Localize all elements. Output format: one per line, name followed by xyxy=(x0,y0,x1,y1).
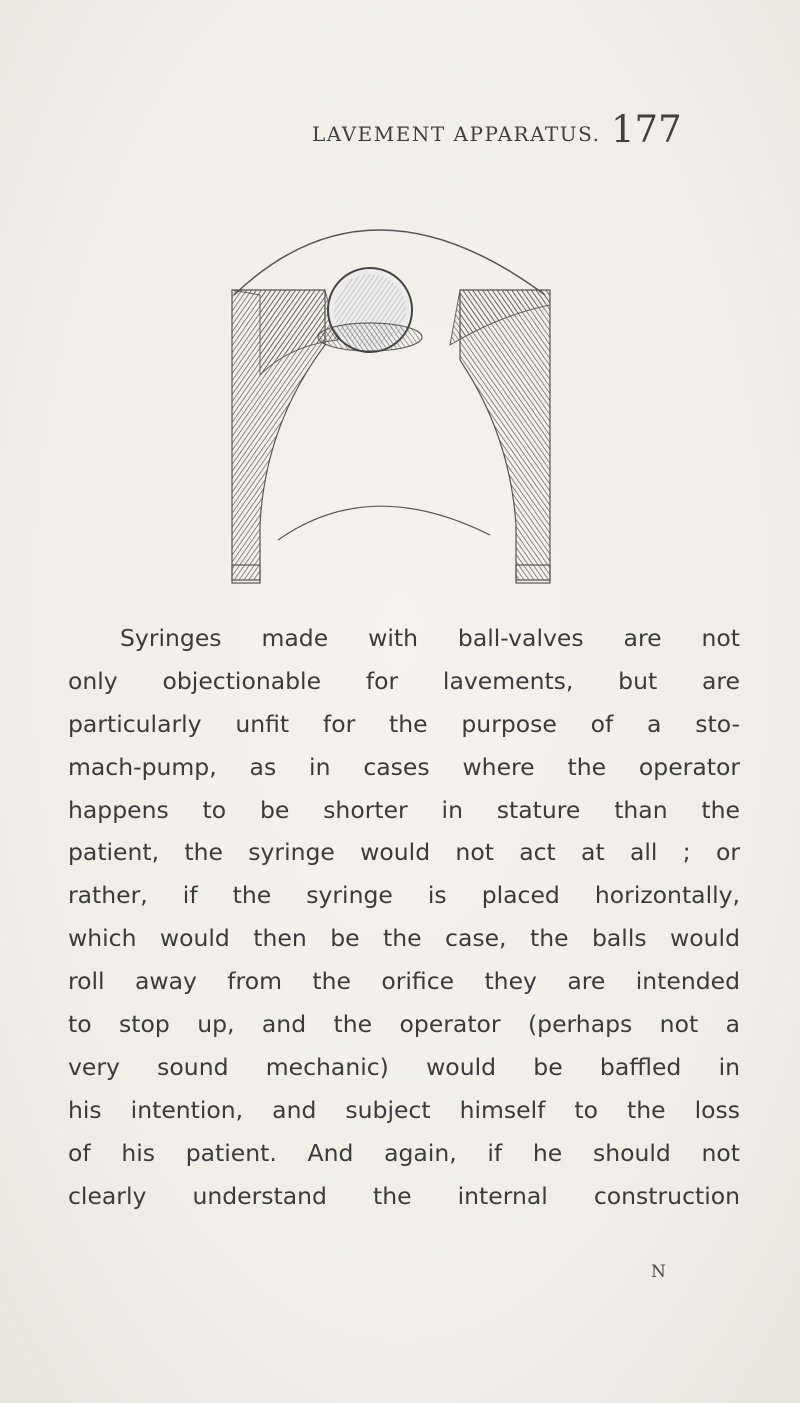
text-line: particularly unfit for the purpose of a sto- xyxy=(68,709,740,738)
text-line: patient, the syringe would not act at all ; or xyxy=(68,838,740,867)
valve-diagram-svg xyxy=(220,195,580,595)
inner-chamber-arc xyxy=(278,506,490,540)
signature-mark: N xyxy=(651,1262,666,1282)
right-wall xyxy=(460,290,550,580)
text-line: roll away from the orifice they are intended xyxy=(68,967,740,996)
text-line: happens to be shorter in stature than the xyxy=(68,795,740,824)
text-line: Syringes made with ball-valves are not xyxy=(120,624,740,652)
text-line: his intention, and subject himself to the loss xyxy=(68,1095,740,1124)
text-line: clearly understand the internal construction xyxy=(68,1181,740,1210)
ball-seat xyxy=(318,323,422,351)
syringe-valve-illustration xyxy=(220,195,580,595)
text-line: to stop up, and the operator (perhaps not a xyxy=(68,1010,740,1039)
body-paragraph xyxy=(68,617,740,1217)
text-line: of his patient. And again, if he should not xyxy=(68,1138,740,1167)
text-line: mach-pump, as in cases where the operator xyxy=(68,752,740,781)
running-title: LAVEMENT APPARATUS. xyxy=(312,122,601,146)
page-header xyxy=(0,108,800,158)
page-number: 177 xyxy=(611,108,682,151)
text-line: which would then be the case, the balls would xyxy=(68,924,740,953)
text-line: only objectionable for lavements, but are xyxy=(68,666,740,695)
text-line: rather, if the syringe is placed horizontally, xyxy=(68,881,740,910)
text-line: very sound mechanic) would be baffled in xyxy=(68,1052,740,1081)
